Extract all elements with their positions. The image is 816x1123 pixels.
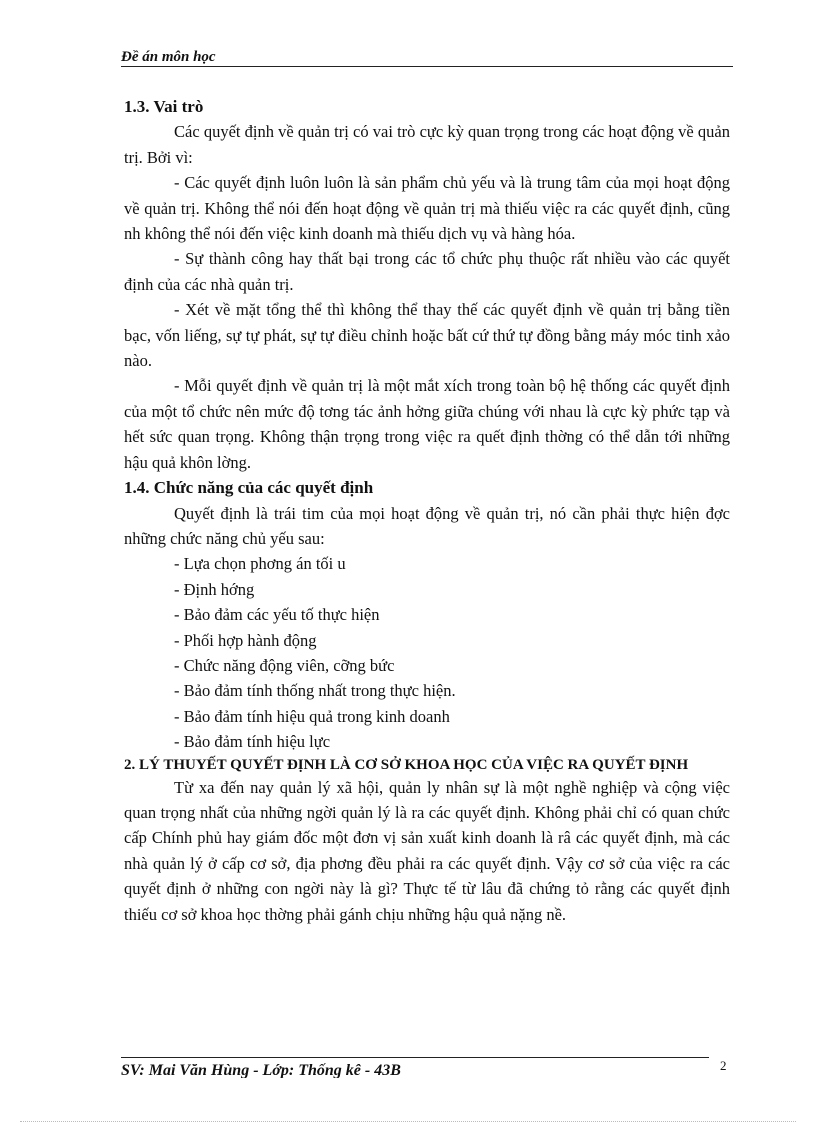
page-number: 2: [720, 1058, 727, 1073]
paragraph: - Các quyết định luôn luôn là sản phẩm chủ yếu và là trung tâm của mọi hoạt động về quản trị. Không thể nói đến hoạt động về quản trị mà thiếu việc ra các quyết định, cũng nh không thể nói đến việc kinh doanh mà thiếu dịch vụ và hàng hóa.: [124, 173, 730, 244]
footer-text: SV: Mai Văn Hùng - Lớp: Thống kê - 43B: [121, 1062, 401, 1078]
section-heading-1-4: 1.4. Chức năng của các quyết định: [124, 478, 374, 498]
list-item: - Bảo đảm tính hiệu lực: [174, 732, 331, 752]
page-header: [121, 48, 733, 67]
section-heading-1-3: 1.3. Vai trò: [124, 97, 204, 116]
list-item: - Phối hợp hành động: [174, 630, 317, 650]
document-body: [124, 94, 730, 927]
header-title: Đề án môn học: [121, 49, 216, 65]
paragraph: Các quyết định về quản trị có vai trò cực kỳ quan trọng trong các hoạt động về quản trị. Bởi vì:: [124, 122, 730, 167]
paragraph: - Xét về mặt tổng thể thì không thể thay thế các quyết định về quản trị bằng tiền bạc, vốn liếng, sự tự phát, sự tự điều chỉnh hoặc bất cứ thứ tự đồng bằng máy móc tinh xảo nào.: [124, 300, 730, 371]
list-item: - Chức năng động viên, cỡng bức: [174, 655, 395, 675]
list-item: - Định hớng: [174, 579, 255, 599]
page-footer: [121, 1057, 709, 1078]
paragraph: Từ xa đến nay quản lý xã hội, quản ly nhân sự là một nghề nghiệp và cộng việc quan trọng nhất của những ngời quản lý là ra các quyết định. Không phải chỉ có quan chức cấp Chính phủ hay giám đốc một đơn vị sản xuất kinh doanh là râ các quyết định, mà các nhà quản lý ở cấp cơ sở, địa phơng đều phải ra các quyết định. Vậy cơ sở của việc ra các quyết định ở những con ngời này là gì? Thực tế từ lâu đã chứng tỏ rằng các quyết định thiếu cơ sở khoa học thờng phải gánh chịu những hậu quả nặng nề.: [124, 777, 730, 924]
list-item: - Bảo đảm tính thống nhất trong thực hiện.: [174, 681, 456, 701]
paragraph: - Mỗi quyết định về quản trị là một mắt xích trong toàn bộ hệ thống các quyết định của một tổ chức nên mức độ tơng tác ảnh hởng giữa chúng với nhau là cực kỳ phức tạp và hết sức quan trọng. Không thận trọng trong việc ra quết định thờng có thể dẫn tới những hậu quả khôn lờng.: [124, 376, 730, 472]
list-item: - Bảo đảm tính hiệu quả trong kinh doanh: [174, 706, 450, 726]
list-item: - Lựa chọn phơng án tối u: [174, 554, 346, 574]
section-heading-2: 2. LÝ THUYẾT QUYẾT ĐỊNH LÀ CƠ SỞ KHOA HỌC CỦA VIỆC RA QUYẾT ĐỊNH: [124, 756, 689, 773]
list-item: - Bảo đảm các yếu tố thực hiện: [174, 605, 380, 625]
paragraph: Quyết định là trái tim của mọi hoạt động về quản trị, nó cần phải thực hiện đợc những chức năng chủ yếu sau:: [124, 503, 730, 548]
page-edge-divider: [20, 1121, 796, 1122]
paragraph: - Sự thành công hay thất bại trong các tổ chức phụ thuộc rất nhiều vào các quyết định của các nhà quản trị.: [124, 249, 730, 294]
